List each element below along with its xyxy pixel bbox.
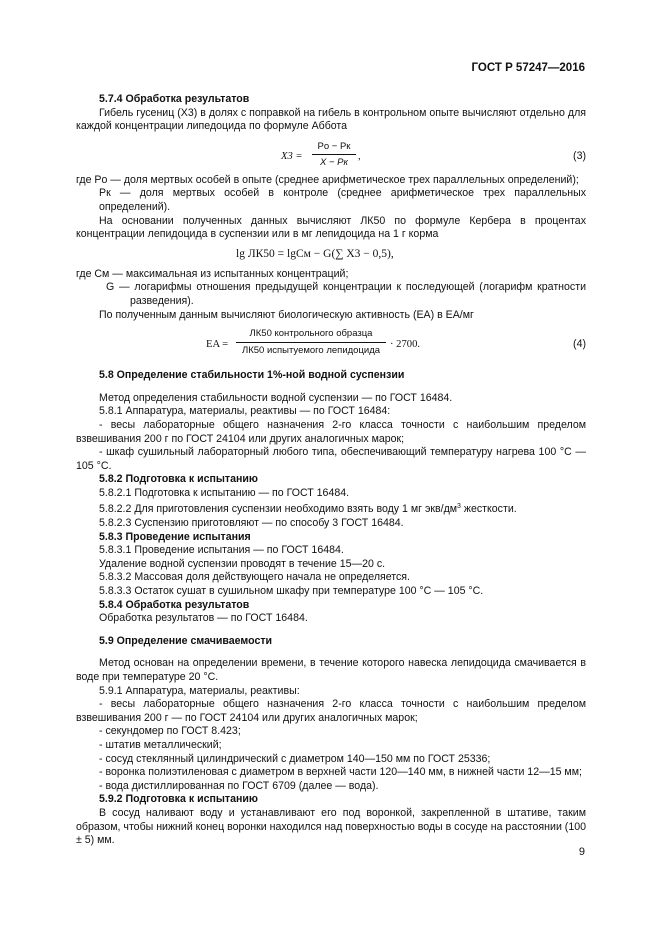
kerber-intro: На основании полученных данных вычисляют ЛК50 по формуле Кербера в процентах концентрации лепидоцида в суспензии или в мг лепидоцида на 1 г корма — [76, 214, 586, 241]
formula-4-numerator: ЛК50 контрольного образца — [249, 328, 373, 340]
s58-remove: Удаление водной суспензии проводят в течение 15—20 с. — [99, 557, 386, 570]
s592: В сосуд наливают воду и устанавливают его под воронкой, закрепленной в штативе, таким образом, чтобы нижний конец воронки находился над поверхностью воды в сосуде на расстоянии (100 ± 5) мм. — [76, 806, 587, 847]
s591: 5.9.1 Аппаратура, материалы, реактивы: — [99, 684, 300, 697]
formula-3-lhs: X3 = — [281, 150, 303, 162]
formula-4-lhs: EA = — [206, 339, 229, 351]
formula-4-fraction — [236, 327, 386, 357]
s59-intro: Метод основан на определении времени, в течение которого навеска лепидоцида смачивается в воде при температуре 20 °С. — [76, 657, 586, 683]
s5832: 5.8.3.2 Массовая доля действующего начала не определяется. — [99, 571, 410, 584]
formula-3-denominator: X − Pк — [320, 157, 348, 169]
s58-line-1: 5.8.1 Аппаратура, материалы, реактивы — по ГОСТ 16484: — [99, 405, 391, 418]
section-5-8-3-title: 5.8.3 Проведение испытания — [99, 530, 251, 543]
where-g: G — логарифмы отношения предыдущей концентрации к последующей (логарифм кратности разведения). — [106, 281, 586, 307]
section-5-8-title: 5.8 Определение стабильности 1%-ной водной суспензии — [99, 369, 405, 382]
s59-item-4: - воронка полиэтиленовая с диаметром в верхней части 120—140 мм, в нижней части 12—15 мм; — [99, 766, 582, 779]
s5822: 5.8.2.2 Для приготовления суспензии необходимо взять воду 1 мг экв/$дм^3$ жесткости. — [99, 503, 517, 516]
formula-4-tail: · 2700. — [390, 339, 421, 351]
s5821: 5.8.2.1 Подготовка к испытанию — по ГОСТ 16484. — [99, 486, 350, 499]
formula-3-numerator: Po − Pк — [317, 140, 351, 152]
formula-kerber — [76, 242, 586, 268]
section-5-8-2-title: 5.8.2 Подготовка к испытанию — [99, 473, 258, 486]
section-5-8-4-title: 5.8.4 Обработка результатов — [99, 598, 250, 611]
where-pk: Pк — доля мертвых особей в контроле (среднее арифметическое трех параллельных определений). — [99, 187, 586, 213]
page-content — [76, 93, 586, 848]
s58-line-0: Метод определения стабильности водной суспензии — по ГОСТ 16484. — [99, 391, 453, 404]
s5823: 5.8.2.3 Суспензию приготовляют — по способу 3 ГОСТ 16484. — [99, 517, 404, 530]
s59-item-3: - сосуд стеклянный цилиндрический с диаметром 140—150 мм по ГОСТ 25336; — [99, 752, 491, 765]
formula-3-tag: (3) — [573, 149, 586, 162]
s59-item-2: - штатив металлический; — [99, 738, 222, 751]
s584: Обработка результатов — по ГОСТ 16484. — [99, 612, 308, 625]
ea-intro: По полученным данным вычисляют биологическую активность (ЕА) в ЕА/мг — [99, 308, 474, 321]
s59-item-5: - вода дистиллированная по ГОСТ 6709 (далее — вода). — [99, 779, 379, 792]
abbott-intro: Гибель гусениц (X3) в долях с поправкой на гибель в контрольном опыте вычисляют отдельно для каждой концентрации липедоцида по формуле Аббота — [76, 106, 586, 133]
where-cm: где Cм — максимальная из испытанных концентраций; — [76, 267, 349, 280]
formula-3: X3 = Po − Pк X − Pк , (3) — [281, 140, 586, 169]
formula-4 — [76, 326, 586, 364]
s5833: 5.8.3.3 Остаток сушат в сушильном шкафу при температуре 100 °С — 105 °С. — [99, 585, 484, 598]
where-po: где Pо — доля мертвых особей в опыте (среднее арифметическое трех параллельных определений); — [76, 173, 579, 186]
formula-3-fraction — [312, 140, 356, 170]
s58-line-2: - весы лабораторные общего назначения 2-го класса точности с наибольшим пределом взвешивания 200 г по ГОСТ 24104 или других аналогичных марок; — [76, 418, 586, 445]
section-5-9-title: 5.9 Определение смачиваемости — [99, 634, 273, 647]
formula-kerber-text: lg ЛК50 = lgCм − G(∑ X3 − 0,5), — [236, 247, 394, 260]
section-5-7-4-title: 5.7.4 Обработка результатов — [99, 93, 250, 105]
formula-4-denominator: ЛК50 испытуемого лепидоцида — [241, 344, 381, 356]
doc-code-header: ГОСТ Р 57247—2016 — [471, 62, 585, 74]
s58-line-3: - шкаф сушильный лабораторный любого типа, обеспечивающий температуру нагрева 100 °С — 105 °С. — [76, 446, 586, 472]
section-5-9-2-title: 5.9.2 Подготовка к испытанию — [99, 793, 258, 806]
s59-item-0: - весы лабораторные общего назначения 2-го класса точности с наибольшим пределом взвешивания 200 г — по ГОСТ 24104 или других аналогичных марок; — [76, 698, 586, 724]
s5831: 5.8.3.1 Проведение испытания — по ГОСТ 16484. — [99, 544, 344, 557]
page-number: 9 — [578, 846, 585, 858]
formula-4-tag: (4) — [573, 338, 586, 351]
s59-item-1: - секундомер по ГОСТ 8.423; — [99, 725, 241, 738]
